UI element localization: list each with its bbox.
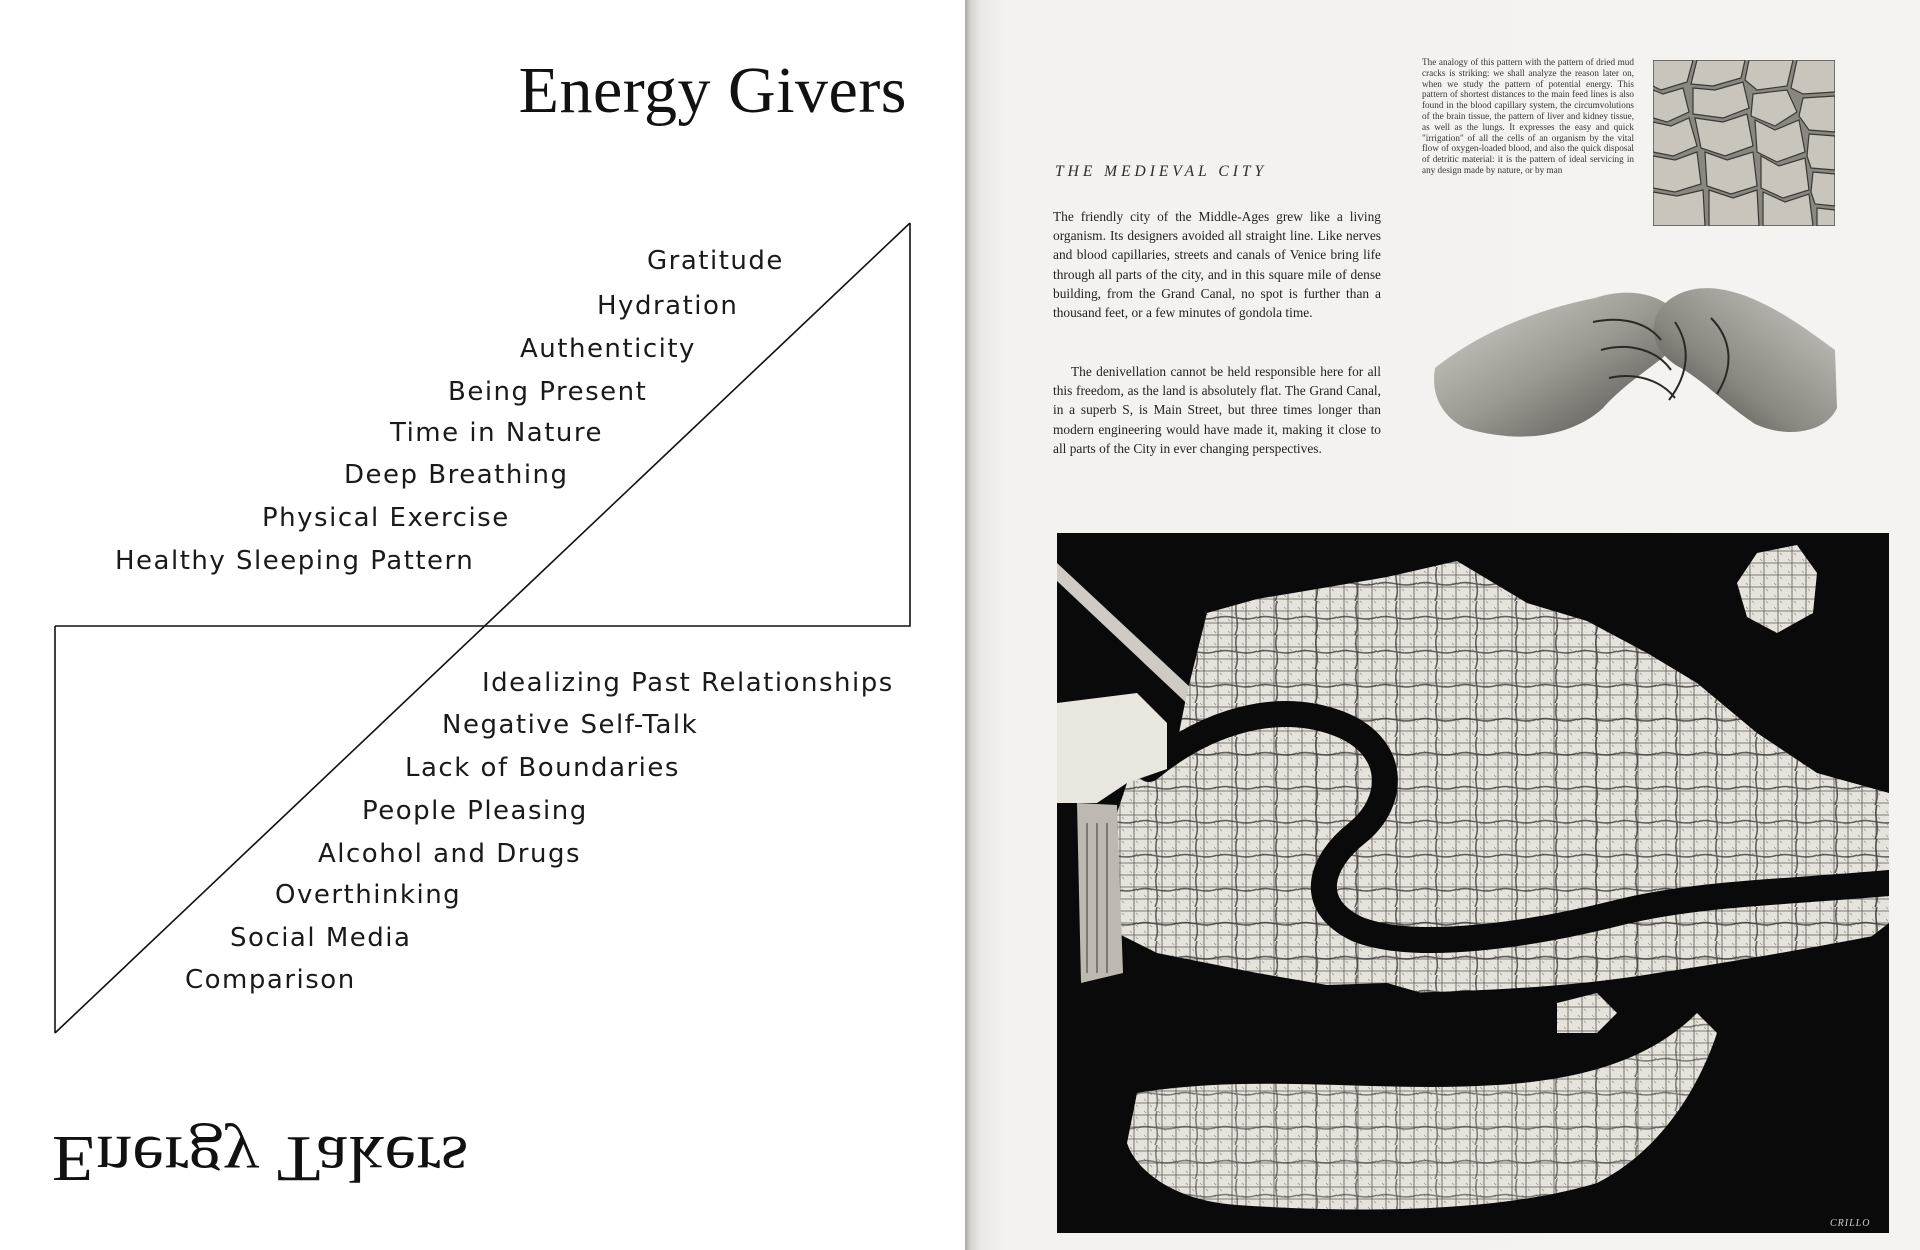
taker-item-lack-of-boundaries: Lack of Boundaries [405, 753, 680, 783]
clasped-hands-photo [1425, 258, 1845, 478]
energy-takers-title: Energy Takers [52, 1122, 470, 1195]
map-artist-signature: CRILLO [1830, 1218, 1871, 1229]
taker-item-comparison: Comparison [185, 965, 356, 995]
taker-item-alcohol-and-drugs: Alcohol and Drugs [318, 839, 582, 869]
giver-item-authenticity: Authenticity [520, 334, 696, 364]
energy-givers-title: Energy Givers [518, 54, 907, 127]
giver-item-deep-breathing: Deep Breathing [344, 460, 569, 490]
giver-item-physical-exercise: Physical Exercise [262, 503, 510, 533]
giver-item-healthy-sleeping-pattern: Healthy Sleeping Pattern [115, 546, 475, 576]
book-page-panel [965, 0, 1920, 1250]
medieval-city-header: THE MEDIEVAL CITY [1055, 163, 1268, 180]
taker-item-people-pleasing: People Pleasing [362, 796, 588, 826]
dried-mud-cracks-photo [1653, 60, 1835, 226]
taker-item-overthinking: Overthinking [275, 880, 462, 910]
diagonal-divider [55, 223, 910, 1033]
giver-item-gratitude: Gratitude [647, 246, 784, 276]
giver-item-hydration: Hydration [597, 291, 739, 321]
taker-item-social-media: Social Media [230, 923, 412, 953]
body-paragraph-2: The denivellation cannot be held responsible here for all this freedom, as the land is absolutely flat. The Grand Canal, in a superb S, is Main Street, but three times longer than modern engineering would have made it, making it close to all parts of the City in ever changing perspectives. [1053, 364, 1381, 456]
sidebar-note-text: The analogy of this pattern with the pattern of dried mud cracks is striking: we shall analyze the reason later on, when we study the pattern of potential energy. This pattern of shortest distances to the main feed lines is also found in the blood capillary system, the circumvolutions of the brain tissue, the pattern of liver and kidney tissue, as well as the lungs. It expresses the easy and quick "irrigation" of all the cells of an organism by the vital flow of oxygen-loaded blood, and also the quick disposal of detritic material: it is the pattern of ideal servicing in any design made by nature, or by man [1422, 57, 1634, 175]
giver-item-time-in-nature: Time in Nature [390, 418, 604, 448]
body-paragraph-1: The friendly city of the Middle-Ages grew like a living organism. Its designers avoided all straight line. Like nerves and blood capillaries, streets and canals of Venice bring life through all parts of the city, and in this square mile of dense building, from the Grand Canal, no spot is further than a thousand feet, or a few minutes of gondola time. [1053, 209, 1381, 321]
taker-item-negative-self-talk: Negative Self-Talk [442, 710, 699, 740]
giver-item-being-present: Being Present [448, 377, 648, 407]
taker-item-idealizing-past-relationships: Idealizing Past Relationships [482, 668, 894, 698]
venice-aerial-map [1057, 533, 1889, 1233]
